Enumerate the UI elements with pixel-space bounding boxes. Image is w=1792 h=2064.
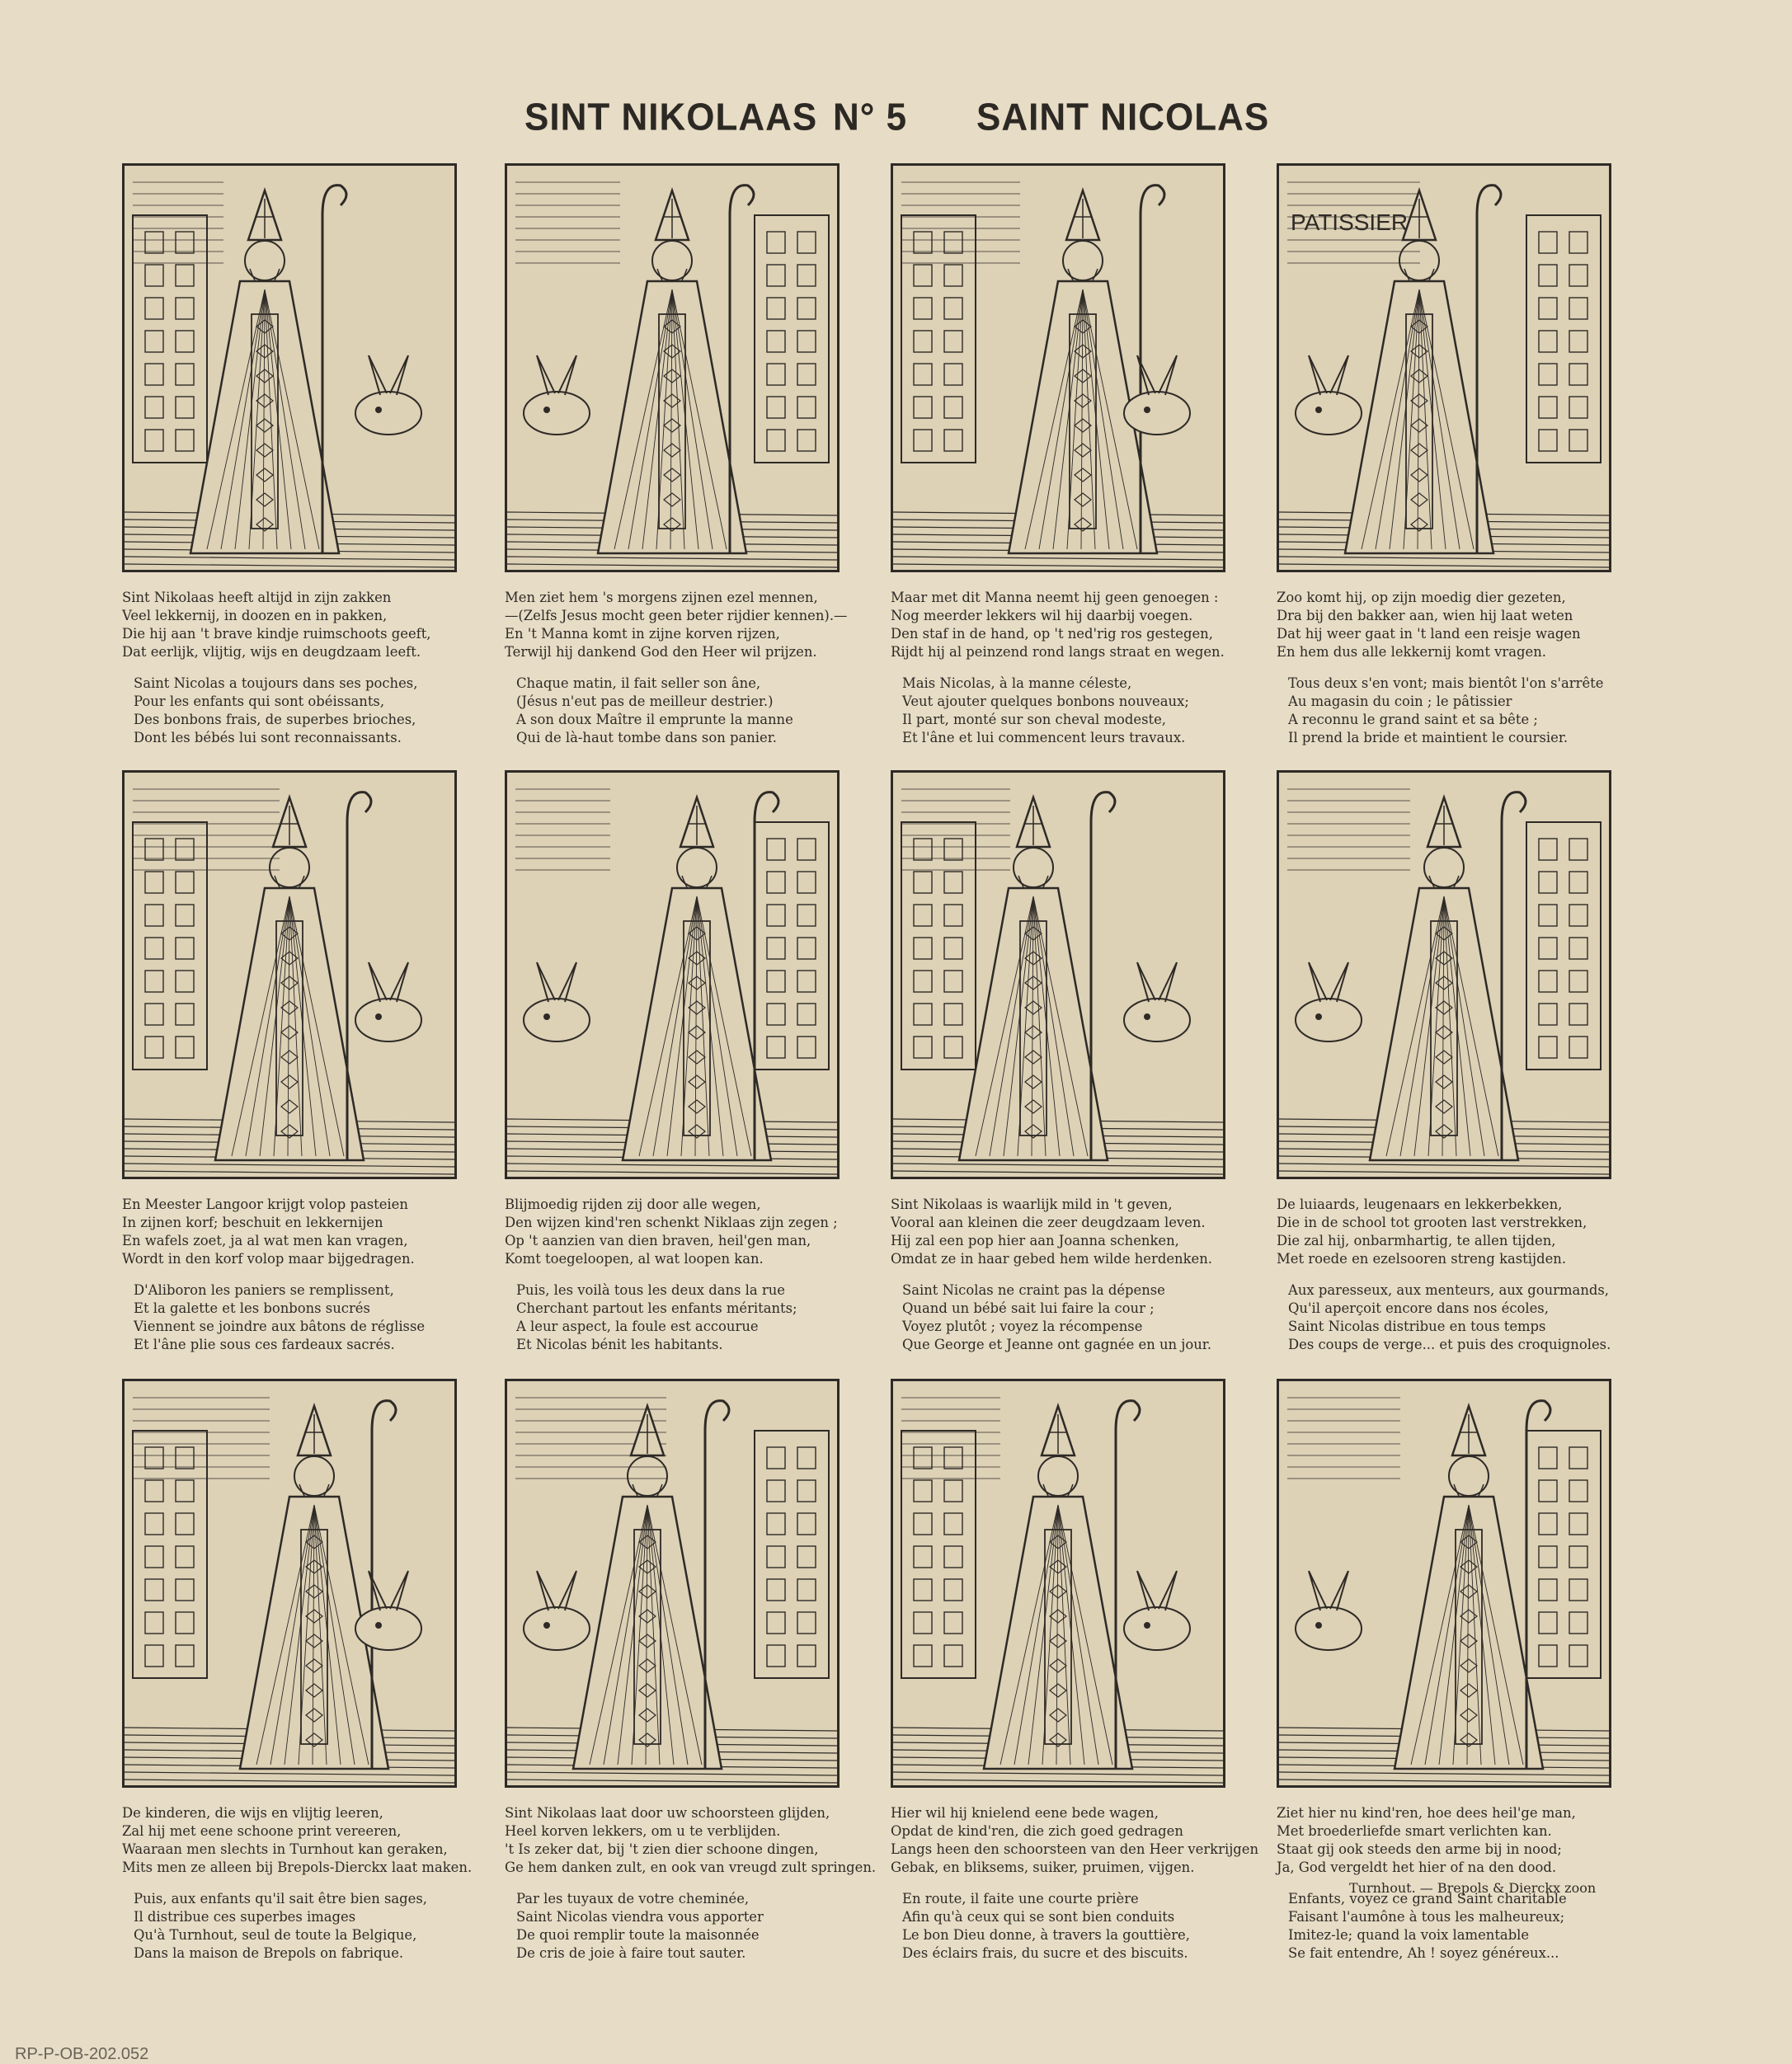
french-verse-line: Tous deux s'en vont; mais bientôt l'on s'arrête bbox=[1288, 675, 1604, 691]
french-verse-line: Se fait entendre, Ah ! soyez généreux... bbox=[1288, 1945, 1559, 1961]
dutch-verse-line: Ge hem danken zult, en ook van vreugd zult springen. bbox=[505, 1859, 877, 1875]
panel-verse bbox=[891, 1804, 1286, 1963]
dutch-verse-line: Ja, God vergeldt het hier of na den dood. bbox=[1277, 1859, 1557, 1875]
dutch-verse-line: De kinderen, die wijs en vlijtig leeren, bbox=[122, 1805, 383, 1821]
dutch-verse-line: En wafels zoet, ja al wat men kan vragen, bbox=[122, 1233, 408, 1248]
verse-gap bbox=[1277, 661, 1672, 675]
french-verse-line: Il distribue ces superbes images bbox=[134, 1909, 356, 1925]
french-verse-line: Veut ajouter quelques bonbons nouveaux; bbox=[902, 693, 1189, 709]
dutch-verse-line: En 't Manna komt in zijne korven rijzen, bbox=[505, 626, 780, 642]
dutch-verse-line: —(Zelfs Jesus mocht geen beter rijdier kennen).— bbox=[505, 608, 848, 623]
title-french: SAINT NICOLAS bbox=[976, 96, 1270, 139]
french-verse-line: Et l'âne plie sous ces fardeaux sacrés. bbox=[134, 1337, 395, 1352]
dutch-verse-line: Sint Nikolaas heeft altijd in zijn zakken bbox=[122, 590, 392, 605]
panel-verse bbox=[891, 1196, 1286, 1354]
dutch-verse-line: Die hij aan 't brave kindje ruimschoots geeft, bbox=[122, 626, 431, 642]
dutch-verse-line: Den staf in de hand, op 't ned'rig ros gestegen, bbox=[891, 626, 1213, 642]
panel-verse bbox=[122, 1804, 518, 1963]
verse-gap bbox=[891, 1877, 1286, 1890]
verse-gap bbox=[891, 661, 1286, 675]
french-verse-line: Dans la maison de Brepols on fabrique. bbox=[134, 1945, 404, 1961]
manna-falling-on-donkey-picture bbox=[505, 163, 840, 572]
french-verse-line: Imitez-le; quand la voix lamentable bbox=[1288, 1927, 1530, 1943]
dutch-verse-line: Veel lekkernij, in doozen en in pakken, bbox=[122, 608, 388, 623]
engraving-illustration bbox=[893, 773, 1223, 1177]
verse-gap bbox=[122, 1268, 518, 1281]
engraving-illustration bbox=[1279, 166, 1609, 570]
panel-verse bbox=[122, 589, 518, 747]
french-verse-line: Viennent se joindre aux bâtons de réglisse bbox=[134, 1319, 426, 1334]
dutch-verse-line: Die zal hij, onbarmhartig, te allen tijden, bbox=[1277, 1233, 1556, 1248]
french-verse-line: A reconnu le grand saint et sa bête ; bbox=[1288, 712, 1538, 727]
dutch-verse-line: Rijdt hij al peinzend rond langs straat en wegen. bbox=[891, 644, 1225, 660]
french-verse-line: Saint Nicolas ne craint pas la dépense bbox=[902, 1282, 1165, 1298]
saint-with-donkey-and-children-picture bbox=[122, 163, 457, 572]
engraving-illustration bbox=[893, 1381, 1223, 1785]
dutch-verse-line: Waaraan men slechts in Turnhout kan geraken, bbox=[122, 1841, 448, 1857]
dutch-verse-line: Ziet hier nu kind'ren, hoe dees heil'ge man, bbox=[1277, 1805, 1576, 1821]
french-verse-line: Puis, les voilà tous les deux dans la rue bbox=[516, 1282, 785, 1298]
saint-blessing-praying-children-picture bbox=[505, 770, 840, 1179]
french-verse-line: Par les tuyaux de votre cheminée, bbox=[516, 1891, 750, 1906]
verse-gap bbox=[122, 1877, 518, 1890]
engraving-illustration bbox=[893, 166, 1223, 570]
dutch-verse-line: Opdat de kind'ren, die zich goed gedragen bbox=[891, 1823, 1183, 1839]
dutch-verse-line: Zoo komt hij, op zijn moedig dier gezeten, bbox=[1277, 590, 1566, 605]
catalog-number: RP-P-OB-202.052 bbox=[15, 2045, 149, 2063]
dutch-verse-line: Sint Nikolaas laat door uw schoorsteen glijden, bbox=[505, 1805, 830, 1821]
dutch-verse-line: Met roede en ezelsooren streng kastijden. bbox=[1277, 1251, 1567, 1267]
french-verse-line: Saint Nicolas distribue en tous temps bbox=[1288, 1319, 1546, 1334]
dutch-verse-line: Wordt in den korf volop maar bijgedragen. bbox=[122, 1251, 415, 1267]
french-verse-line: Faisant l'aumône à tous les malheureux; bbox=[1288, 1909, 1565, 1925]
french-verse-line: Mais Nicolas, à la manne céleste, bbox=[902, 675, 1132, 691]
panel-verse bbox=[891, 589, 1286, 747]
french-verse-line: Et la galette et les bonbons sucrés bbox=[134, 1300, 370, 1316]
dutch-verse-line: En hem dus alle lekkernij komt vragen. bbox=[1277, 644, 1546, 660]
dutch-verse-line: 't Is zeker dat, bij 't zien dier schoone dingen, bbox=[505, 1841, 819, 1857]
dutch-verse-line: Langs heen den schoorsteen van den Heer verkrijgen bbox=[891, 1841, 1259, 1857]
verse-gap bbox=[1277, 1268, 1672, 1281]
dutch-verse-line: Den wijzen kind'ren schenkt Niklaas zijn zegen ; bbox=[505, 1215, 838, 1230]
french-verse-line: Cherchant partout les enfants méritants; bbox=[516, 1300, 797, 1316]
engraving-illustration bbox=[125, 773, 454, 1177]
french-verse-line: Des coups de verge... et puis des croquignoles. bbox=[1288, 1337, 1611, 1352]
engraving-illustration bbox=[125, 1381, 454, 1785]
french-verse-line: Et l'âne et lui commencent leurs travaux. bbox=[902, 730, 1186, 745]
french-verse-line: A leur aspect, la foule est accourue bbox=[516, 1319, 759, 1334]
dutch-verse-line: Hier wil hij knielend eene bede wagen, bbox=[891, 1805, 1159, 1821]
printer-imprint: Turnhout. — Brepols & Dierckx zoon bbox=[1349, 1880, 1597, 1896]
dutch-verse-line: Nog meerder lekkers wil hij daarbij voegen. bbox=[891, 608, 1193, 623]
french-verse-line: De cris de joie à faire tout sauter. bbox=[516, 1945, 746, 1961]
french-verse-line: Qui de là-haut tombe dans son panier. bbox=[516, 730, 777, 745]
baker-loading-basket-picture bbox=[122, 770, 457, 1179]
dutch-verse-line: Omdat ze in haar gebed hem wilde herdenken. bbox=[891, 1251, 1212, 1267]
dutch-verse-line: Terwijl hij dankend God den Heer wil prijzen. bbox=[505, 644, 817, 660]
sheet-title bbox=[0, 97, 1792, 155]
dutch-verse-line: Dat hij weer gaat in 't land een reisje wagen bbox=[1277, 626, 1581, 642]
engraving-illustration bbox=[507, 166, 837, 570]
engraving-illustration bbox=[125, 166, 454, 570]
title-number: N° 5 bbox=[833, 96, 908, 139]
saint-at-chimney-picture bbox=[505, 1379, 840, 1788]
verse-gap bbox=[505, 1877, 901, 1890]
french-verse-line: Il prend la bride et maintient le coursier. bbox=[1288, 730, 1569, 745]
french-verse-line: Au magasin du coin ; le pâtissier bbox=[1288, 693, 1512, 709]
dutch-verse-line: Sint Nikolaas is waarlijk mild in 't geven, bbox=[891, 1197, 1173, 1212]
saint-giving-doll-picture bbox=[891, 770, 1225, 1179]
saint-punishing-lazy-boy-picture bbox=[1277, 770, 1611, 1179]
saint-showing-print-to-children-picture bbox=[122, 1379, 457, 1788]
verse-gap bbox=[505, 661, 901, 675]
verse-gap bbox=[505, 1268, 901, 1281]
saint-riding-donkey-picture bbox=[891, 163, 1225, 572]
dutch-verse-line: Heel korven lekkers, om u te verblijden. bbox=[505, 1823, 781, 1839]
dutch-verse-line: Mits men ze alleen bij Brepols-Dierckx laat maken. bbox=[122, 1859, 473, 1875]
french-verse-line: Qu'il aperçoit encore dans nos écoles, bbox=[1288, 1300, 1549, 1316]
saint-kneeling-in-prayer-picture bbox=[891, 1379, 1225, 1788]
panel-verse bbox=[1277, 1196, 1672, 1354]
dutch-verse-line: Dat eerlijk, vlijtig, wijs en deugdzaam leeft. bbox=[122, 644, 421, 660]
french-verse-line: Dont les bébés lui sont reconnaissants. bbox=[134, 730, 402, 745]
french-verse-line: Chaque matin, il fait seller son âne, bbox=[516, 675, 761, 691]
french-verse-line: Quand un bébé sait lui faire la cour ; bbox=[902, 1300, 1155, 1316]
french-verse-line: Le bon Dieu donne, à travers la gouttière, bbox=[902, 1927, 1190, 1943]
french-verse-line: Saint Nicolas viendra vous apporter bbox=[516, 1909, 764, 1925]
dutch-verse-line: Maar met dit Manna neemt hij geen genoegen : bbox=[891, 590, 1219, 605]
dutch-verse-line: Staat gij ook steeds den arme bij in nood; bbox=[1277, 1841, 1562, 1857]
engraving-illustration bbox=[507, 773, 837, 1177]
shop-sign-text: PATISSIER bbox=[1291, 209, 1409, 235]
french-verse-line: Il part, monté sur son cheval modeste, bbox=[902, 712, 1166, 727]
french-verse-line: D'Aliboron les paniers se remplissent, bbox=[134, 1282, 394, 1298]
saint-helping-poor-man-picture bbox=[1277, 1379, 1611, 1788]
french-verse-line: Aux paresseux, aux menteurs, aux gourmands, bbox=[1288, 1282, 1609, 1298]
dutch-verse-line: En Meester Langoor krijgt volop pasteien bbox=[122, 1197, 408, 1212]
panel-verse bbox=[505, 1196, 901, 1354]
engraving-illustration bbox=[1279, 773, 1609, 1177]
dutch-verse-line: Dra bij den bakker aan, wien hij laat weten bbox=[1277, 608, 1573, 623]
dutch-verse-line: Die in de school tot grooten last verstrekken, bbox=[1277, 1215, 1587, 1230]
french-verse-line: Pour les enfants qui sont obéissants, bbox=[134, 693, 385, 709]
engraving-illustration bbox=[1279, 1381, 1609, 1785]
verse-gap bbox=[122, 661, 518, 675]
dutch-verse-line: De luiaards, leugenaars en lekkerbekken, bbox=[1277, 1197, 1563, 1212]
french-verse-line: Qu'à Turnhout, seul de toute la Belgique, bbox=[134, 1927, 417, 1943]
french-verse-line: Enfants, voyez ce grand Saint charitable bbox=[1288, 1891, 1567, 1906]
saint-at-patissier-shop-picture bbox=[1277, 163, 1611, 572]
engraving-illustration bbox=[507, 1381, 837, 1785]
french-verse-line: En route, il faite une courte prière bbox=[902, 1891, 1139, 1906]
dutch-verse-line: Blijmoedig rijden zij door alle wegen, bbox=[505, 1197, 761, 1212]
panel-verse bbox=[505, 589, 901, 747]
dutch-verse-line: Met broederliefde smart verlichten kan. bbox=[1277, 1823, 1552, 1839]
dutch-verse-line: Men ziet hem 's morgens zijnen ezel mennen, bbox=[505, 590, 818, 605]
panel-verse bbox=[122, 1196, 518, 1354]
dutch-verse-line: Komt toegeloopen, al wat loopen kan. bbox=[505, 1251, 764, 1267]
verse-gap bbox=[891, 1268, 1286, 1281]
dutch-verse-line: Hij zal een pop hier aan Joanna schenken, bbox=[891, 1233, 1179, 1248]
french-verse-line: Saint Nicolas a toujours dans ses poches, bbox=[134, 675, 418, 691]
dutch-verse-line: Gebak, en bliksems, suiker, pruimen, vijgen. bbox=[891, 1859, 1195, 1875]
french-verse-line: Voyez plutôt ; voyez la récompense bbox=[902, 1319, 1143, 1334]
dutch-verse-line: Zal hij met eene schoone print vereeren, bbox=[122, 1823, 402, 1839]
dutch-verse-line: In zijnen korf; beschuit en lekkernijen bbox=[122, 1215, 383, 1230]
panel-verse bbox=[505, 1804, 901, 1963]
panel-verse bbox=[1277, 589, 1672, 747]
french-verse-line: De quoi remplir toute la maisonnée bbox=[516, 1927, 760, 1943]
french-verse-line: Afin qu'à ceux qui se sont bien conduits bbox=[902, 1909, 1175, 1925]
french-verse-line: Des éclairs frais, du sucre et des biscuits. bbox=[902, 1945, 1188, 1961]
title-dutch: SINT NIKOLAAS bbox=[524, 96, 818, 139]
french-verse-line: A son doux Maître il emprunte la manne bbox=[516, 712, 793, 727]
french-verse-line: Et Nicolas bénit les habitants. bbox=[516, 1337, 723, 1352]
french-verse-line: Des bonbons frais, de superbes brioches, bbox=[134, 712, 416, 727]
french-verse-line: Puis, aux enfants qu'il sait être bien sages, bbox=[134, 1891, 428, 1906]
french-verse-line: Que George et Jeanne ont gagnée en un jour. bbox=[902, 1337, 1212, 1352]
dutch-verse-line: Vooral aan kleinen die zeer deugdzaam leven. bbox=[891, 1215, 1206, 1230]
dutch-verse-line: Op 't aanzien van dien braven, heil'gen man, bbox=[505, 1233, 811, 1248]
french-verse-line: (Jésus n'eut pas de meilleur destrier.) bbox=[516, 693, 774, 709]
